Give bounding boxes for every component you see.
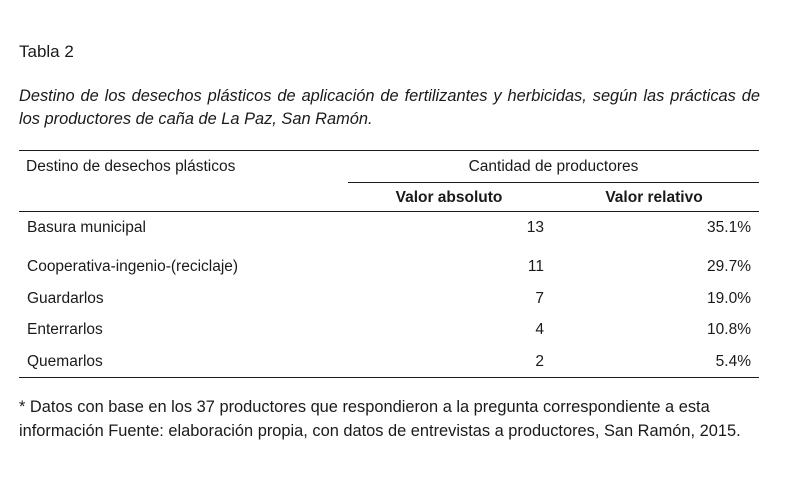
header-group-rule	[348, 182, 759, 183]
row-relativo: 29.7%	[707, 258, 751, 275]
row-destino: Cooperativa-ingenio-(reciclaje)	[27, 258, 239, 275]
row-absoluto: 7	[535, 290, 544, 307]
row-absoluto: 4	[535, 321, 544, 338]
header-bottom-rule	[19, 211, 759, 212]
header-destino: Destino de desechos plásticos	[26, 158, 236, 175]
table-bottom-rule	[19, 377, 759, 378]
row-relativo: 19.0%	[707, 290, 751, 307]
table-top-rule	[19, 150, 759, 151]
table-label: Tabla 2	[19, 42, 74, 61]
row-absoluto: 2	[535, 353, 544, 370]
row-destino: Guardarlos	[27, 290, 104, 307]
row-relativo: 10.8%	[707, 321, 751, 338]
row-absoluto: 13	[526, 219, 544, 236]
row-destino: Basura municipal	[27, 219, 146, 236]
header-valor-absoluto: Valor absoluto	[395, 189, 503, 206]
header-cantidad-productores: Cantidad de productores	[468, 158, 639, 175]
header-valor-relativo: Valor relativo	[605, 189, 703, 206]
table-footnote: * Datos con base en los 37 productores que respondieron a la pregunta correspondiente a esta información Fuente: elaboración propia, con datos de entrevistas a productores, San Ramón, 2015.	[19, 398, 741, 440]
row-destino: Enterrarlos	[27, 321, 103, 338]
row-relativo: 5.4%	[715, 353, 751, 370]
table-caption: Destino de los desechos plásticos de aplicación de fertilizantes y herbicidas, según las prácticas de los productores de caña de La Paz, San Ramón.	[19, 87, 760, 128]
row-absoluto: 11	[527, 258, 544, 275]
row-destino: Quemarlos	[27, 353, 103, 370]
row-relativo: 35.1%	[707, 219, 751, 236]
